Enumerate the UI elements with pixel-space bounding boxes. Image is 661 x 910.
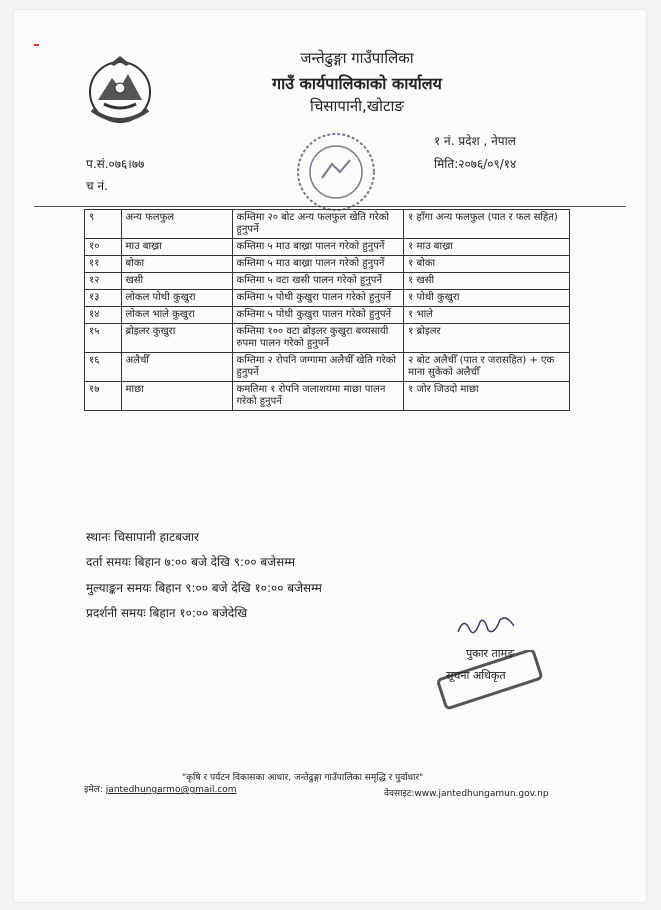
prize-cell: १ जोर जिउदो माछा <box>404 382 570 411</box>
items-table <box>84 209 570 411</box>
prize-cell: १ भाले <box>404 307 570 324</box>
prize-cell: १ पोथी कुखुरा <box>404 290 570 307</box>
condition-cell: कम्तिमा २ रोपनि जग्गामा अलैचीँ खेति गरेको हुनुपर्ने <box>232 353 404 382</box>
table-row <box>85 353 570 382</box>
office-stamp-icon <box>292 128 380 216</box>
footer-website: वेवसाइट:www.jantedhungamun.gov.np <box>384 789 549 799</box>
item-name-cell: माउ बाख्रा <box>121 239 232 256</box>
condition-cell: कम्तिमा २० बोट अन्य फलफुल खेति गरेको हुनुपर्ने <box>232 210 404 239</box>
footer-email <box>84 782 237 795</box>
table-row <box>85 239 570 256</box>
serial-cell: १३ <box>85 290 122 307</box>
serial-cell: १७ <box>85 382 122 411</box>
ink-mark <box>34 44 39 46</box>
condition-cell: कम्तिमा ५ पोथी कुखुरा पालन गरेको हुनुपर्ने <box>232 290 404 307</box>
condition-cell: कम्तिमा ५ माउ बाख्रा पालन गरेको हुनुपर्ने <box>232 239 404 256</box>
condition-cell: कम्तिमा ५ वटा खसी पालन गरेको हुनुपर्ने <box>232 273 404 290</box>
prize-cell: १ ब्रोइलर <box>404 324 570 353</box>
province-label: १ नं. प्रदेश , नेपाल <box>434 134 516 148</box>
item-name-cell: माछा <box>121 382 232 411</box>
prize-cell: २ बोट अलैचीँ (पात र जरासहित) + एक माना सुकेको अलैचीँ <box>404 353 570 382</box>
condition-cell: कमतिमा १ रोपनि जलाशयमा माछा पालन गरेको हुनुपर्ने <box>232 382 404 411</box>
footer-slogan: "कृषि र पर्यटन विकासका आधार, जन्तेढुङ्गा गाउँपालिका समृद्धि र पुर्वाधार" <box>182 773 424 783</box>
table-row <box>85 382 570 411</box>
table-row <box>85 290 570 307</box>
serial-cell: ११ <box>85 256 122 273</box>
office-name: गाउँ कार्यपालिकाको कार्यालय <box>272 74 442 93</box>
serial-cell: १६ <box>85 353 122 382</box>
serial-cell: १५ <box>85 324 122 353</box>
municipality-name: जन्तेढुङ्गा गाउँपालिका <box>300 49 414 67</box>
signatory-title: सूचना अधिकृत <box>446 669 506 682</box>
condition-cell: कम्तिमा १०० वटा ब्रोइलर कुखुरा बव्यसायी रुपमा पालन गरेको हुनुपर्ने <box>232 324 404 353</box>
item-name-cell: लोकल पोथी कुखुरा <box>121 290 232 307</box>
serial-cell: ९ <box>85 210 122 239</box>
item-name-cell: लोकल भाले कुखुरा <box>121 307 232 324</box>
table-row <box>85 256 570 273</box>
letter-number: प.सं.०७६।७७ <box>86 157 145 171</box>
prize-cell: १ बोका <box>404 256 570 273</box>
serial-cell: १० <box>85 239 122 256</box>
prize-cell: १ खसी <box>404 273 570 290</box>
serial-cell: १२ <box>85 273 122 290</box>
condition-cell: कम्तिमा ५ माउ बाख्रा पालन गरेको हुनुपर्ने <box>232 256 404 273</box>
table-row <box>85 307 570 324</box>
prize-cell: १ हाँगा अन्य फलफुल (पात र फल सहित) <box>404 210 570 239</box>
serial-cell: १४ <box>85 307 122 324</box>
signature-icon <box>454 612 524 642</box>
email-link[interactable]: jantedhungarmo@gmail.com <box>105 785 237 795</box>
letter-date: मिति:२०७६/०९/१४ <box>434 157 517 171</box>
table-row <box>85 273 570 290</box>
dispatch-number: च नं. <box>86 179 108 193</box>
item-name-cell: अन्य फलफुल <box>121 210 232 239</box>
item-name-cell: बोका <box>121 256 232 273</box>
office-location: चिसापानी,खोटाङ <box>310 97 404 115</box>
venue-text: स्थानः चिसापानी हाटबजार <box>86 530 199 544</box>
header-divider <box>34 206 626 207</box>
condition-cell: कम्तिमा ५ पोथी कुखुरा पालन गरेको हुनुपर्ने <box>232 307 404 324</box>
signatory-name: पुकार तामङ <box>466 647 515 660</box>
table-row <box>85 210 570 239</box>
exhibition-time-text: प्रदर्शनी समयः बिहान १०:०० बजेदेखि <box>86 606 248 620</box>
item-name-cell: ब्रोइलर कुखुरा <box>121 324 232 353</box>
prize-cell: १ माउ बाख्रा <box>404 239 570 256</box>
registration-time-text: दर्ता समयः बिहान ७:०० बजे देखि ९:०० बजेसम्म <box>86 555 296 569</box>
document-page <box>14 10 646 902</box>
item-name-cell: खसी <box>121 273 232 290</box>
email-label: इमेल: <box>84 785 106 795</box>
item-name-cell: अलैचीँ <box>121 353 232 382</box>
table-row <box>85 324 570 353</box>
evaluation-time-text: मुल्याङ्कन समयः बिहान ९:०० बजे देखि १०:०० बजेसम्म <box>86 581 322 595</box>
